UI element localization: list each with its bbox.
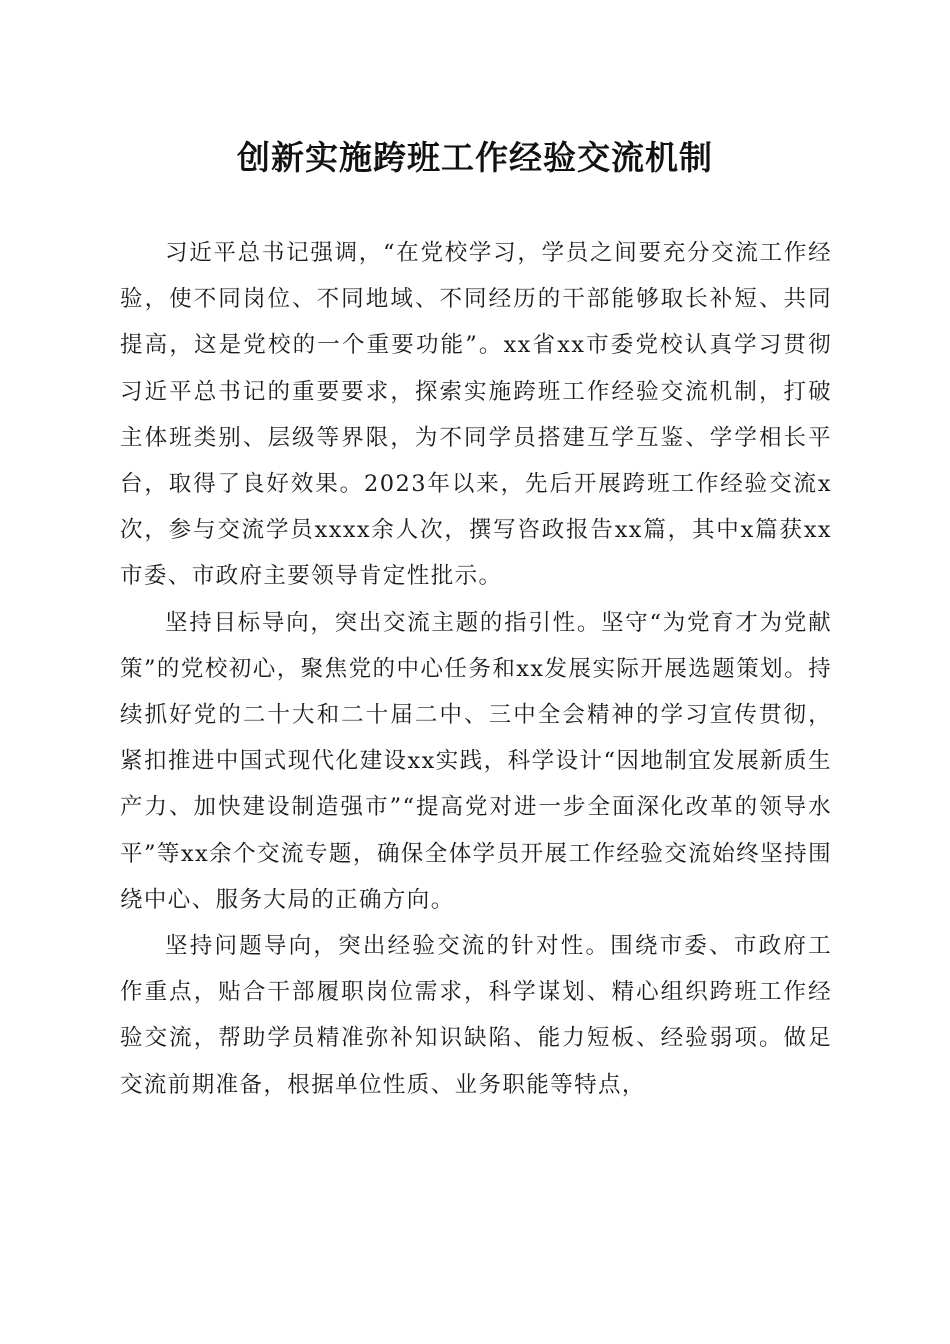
paragraph-problem-oriented: 坚持问题导向，突出经验交流的针对性。围绕市委、市政府工作重点，贴合干部履职岗位需求，科学谋划、精心组织跨班工作经验交流，帮助学员精准弥补知识缺陷、能力短板、经验弱项。做足交流前期准备，根据单位性质、业务职能等特点， xyxy=(120,933,832,1098)
document-title: 创新实施跨班工作经验交流机制 xyxy=(237,138,713,177)
document-body xyxy=(120,230,832,1108)
paragraph-intro: 习近平总书记强调，“在党校学习，学员之间要充分交流工作经验，使不同岗位、不同地域、不同经历的干部能够取长补短、共同提高，这是党校的一个重要功能”。xx省xx市委党校认真学习贯彻习近平总书记的重要要求，探索实施跨班工作经验交流机制，打破主体班类别、层级等界限，为不同学员搭建互学互鉴、学学相长平台，取得了良好效果。2023年以来，先后开展跨班工作经验交流x次，参与交流学员xxxx余人次，撰写咨政报告xx篇，其中x篇获xx市委、市政府主要领导肯定性批示。 xyxy=(120,240,832,590)
paragraph-goal-oriented: 坚持目标导向，突出交流主题的指引性。坚守“为党育才为党献策”的党校初心，聚焦党的中心任务和xx发展实际开展选题策划。持续抓好党的二十大和二十届二中、三中全会精神的学习宣传贯彻，紧扣推进中国式现代化建设xx实践，科学设计“因地制宜发展新质生产力、加快建设制造强市”“提高党对进一步全面深化改革的领导水平”等xx余个交流专题，确保全体学员开展工作经验交流始终坚持围绕中心、服务大局的正确方向。 xyxy=(120,609,832,913)
